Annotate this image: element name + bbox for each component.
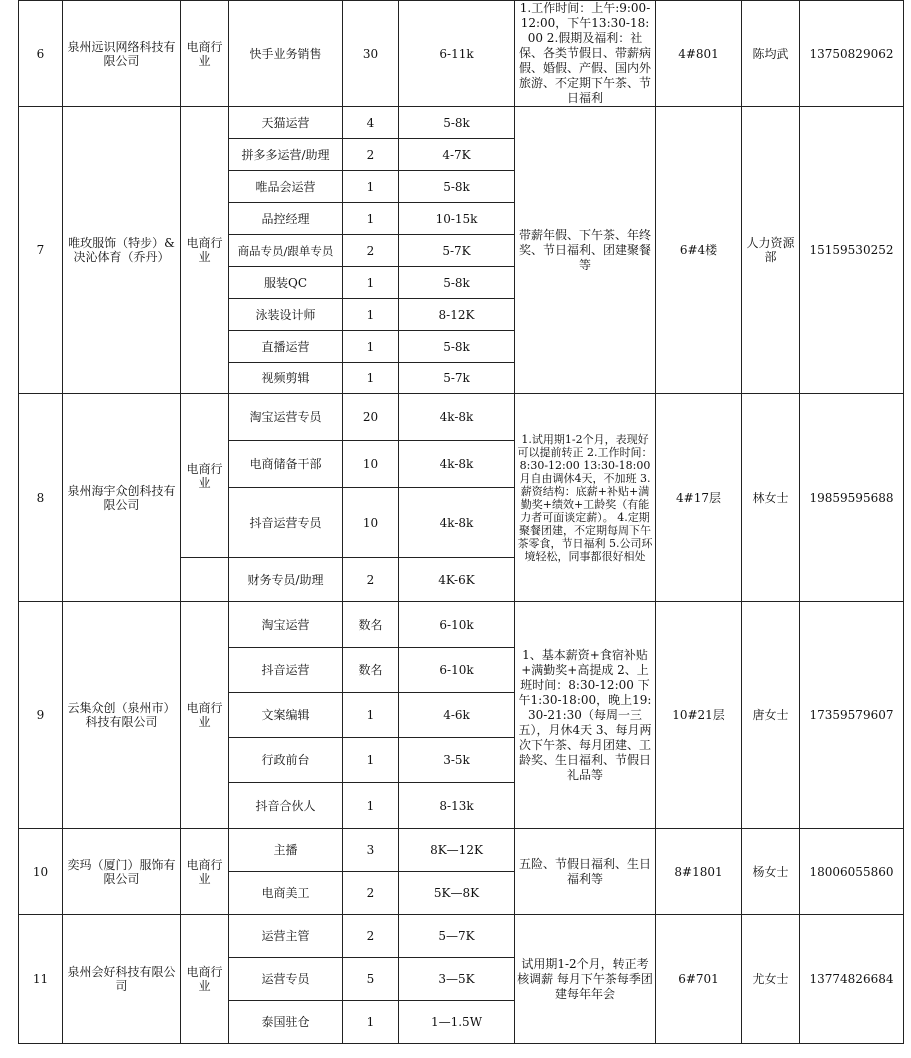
position-title: 视频剪辑 — [229, 363, 343, 394]
salary: 6-10k — [399, 602, 515, 648]
position-title: 唯品会运营 — [229, 171, 343, 203]
salary: 5-8k — [399, 331, 515, 363]
position-title: 淘宝运营 — [229, 602, 343, 648]
salary: 4k-8k — [399, 488, 515, 558]
position-title: 抖音运营专员 — [229, 488, 343, 558]
benefits: 1.工作时间：上午:9:00-12:00，下午13:30-18:00 2.假期及福利：社保、各类节假日、带薪病假、婚假、产假、国内外旅游、不定期下午茶、节日福利 — [515, 1, 656, 107]
headcount: 1 — [343, 171, 399, 203]
row-number: 7 — [19, 107, 63, 394]
row-number: 9 — [19, 602, 63, 829]
salary: 8-12K — [399, 299, 515, 331]
phone: 15159530252 — [800, 107, 904, 394]
salary: 6-11k — [399, 1, 515, 107]
address: 8#1801 — [656, 829, 742, 915]
salary: 5—7K — [399, 915, 515, 958]
benefits: 五险、节假日福利、生日福利等 — [515, 829, 656, 915]
salary: 8K—12K — [399, 829, 515, 872]
industry: 电商行业 — [181, 915, 229, 1044]
benefits: 试用期1-2个月，转正考核调薪 每月下午茶每季团建每年年会 — [515, 915, 656, 1044]
salary: 3-5k — [399, 738, 515, 783]
salary: 4-7K — [399, 139, 515, 171]
position-title: 电商美工 — [229, 872, 343, 915]
contact: 杨女士 — [742, 829, 800, 915]
headcount: 2 — [343, 558, 399, 602]
position-title: 运营专员 — [229, 958, 343, 1001]
job-listing-table — [18, 0, 904, 1044]
benefits: 带薪年假、下午茶、年终奖、节日福利、团建聚餐等 — [515, 107, 656, 394]
salary: 5-7K — [399, 235, 515, 267]
position-title: 天猫运营 — [229, 107, 343, 139]
phone: 13774826684 — [800, 915, 904, 1044]
row-number: 11 — [19, 915, 63, 1044]
address: 6#701 — [656, 915, 742, 1044]
table-row — [19, 602, 904, 648]
headcount: 20 — [343, 394, 399, 441]
position-title: 拼多多运营/助理 — [229, 139, 343, 171]
headcount: 4 — [343, 107, 399, 139]
row-number: 10 — [19, 829, 63, 915]
phone: 18006055860 — [800, 829, 904, 915]
row-number: 8 — [19, 394, 63, 602]
company-name: 泉州会好科技有限公司 — [63, 915, 181, 1044]
salary: 5-8k — [399, 171, 515, 203]
headcount: 1 — [343, 203, 399, 235]
headcount: 10 — [343, 488, 399, 558]
company-name: 唯玫服饰（特步）& 决沁体育（乔丹） — [63, 107, 181, 394]
address: 4#801 — [656, 1, 742, 107]
address: 4#17层 — [656, 394, 742, 602]
headcount: 1 — [343, 783, 399, 829]
table-row — [19, 107, 904, 139]
salary: 3—5K — [399, 958, 515, 1001]
position-title: 直播运营 — [229, 331, 343, 363]
position-title: 主播 — [229, 829, 343, 872]
position-title: 泳装设计师 — [229, 299, 343, 331]
headcount: 2 — [343, 139, 399, 171]
company-name: 泉州远识网络科技有限公司 — [63, 1, 181, 107]
salary: 4K-6K — [399, 558, 515, 602]
contact: 尤女士 — [742, 915, 800, 1044]
company-name: 奕玛（厦门）服饰有限公司 — [63, 829, 181, 915]
headcount: 10 — [343, 441, 399, 488]
phone: 17359579607 — [800, 602, 904, 829]
headcount: 1 — [343, 267, 399, 299]
benefits: 1、基本薪资+食宿补贴+满勤奖+高提成 2、上班时间：8:30-12:00 下午1:30-18:00，晚上19:30-21:30（每周一三五），月休4天 3、每月两次下午茶、每月团建、工龄奖、生日福利、节假日礼品等 — [515, 602, 656, 829]
position-title: 财务专员/助理 — [229, 558, 343, 602]
industry: 电商行业 — [181, 829, 229, 915]
headcount: 5 — [343, 958, 399, 1001]
company-name: 云集众创（泉州市）科技有限公司 — [63, 602, 181, 829]
position-title: 商品专员/跟单专员 — [229, 235, 343, 267]
contact: 林女士 — [742, 394, 800, 602]
salary: 4-6k — [399, 693, 515, 738]
headcount: 30 — [343, 1, 399, 107]
salary: 4k-8k — [399, 441, 515, 488]
address: 6#4楼 — [656, 107, 742, 394]
headcount: 2 — [343, 915, 399, 958]
address: 10#21层 — [656, 602, 742, 829]
headcount: 1 — [343, 1001, 399, 1044]
contact: 陈均武 — [742, 1, 800, 107]
headcount: 2 — [343, 872, 399, 915]
industry: 电商行业 — [181, 394, 229, 558]
row-number: 6 — [19, 1, 63, 107]
position-title: 运营主管 — [229, 915, 343, 958]
industry: 电商行业 — [181, 1, 229, 107]
industry: 电商行业 — [181, 107, 229, 394]
phone: 19859595688 — [800, 394, 904, 602]
phone: 13750829062 — [800, 1, 904, 107]
position-title: 服装QC — [229, 267, 343, 299]
contact: 唐女士 — [742, 602, 800, 829]
salary: 5-8k — [399, 107, 515, 139]
position-title: 淘宝运营专员 — [229, 394, 343, 441]
position-title: 品控经理 — [229, 203, 343, 235]
salary: 4k-8k — [399, 394, 515, 441]
position-title: 电商储备干部 — [229, 441, 343, 488]
table-row — [19, 394, 904, 441]
salary: 5-8k — [399, 267, 515, 299]
headcount: 1 — [343, 299, 399, 331]
headcount: 3 — [343, 829, 399, 872]
headcount: 数名 — [343, 648, 399, 693]
table-row — [19, 1, 904, 107]
position-title: 抖音运营 — [229, 648, 343, 693]
position-title: 快手业务销售 — [229, 1, 343, 107]
position-title: 行政前台 — [229, 738, 343, 783]
industry: 电商行业 — [181, 602, 229, 829]
headcount: 1 — [343, 363, 399, 394]
headcount: 1 — [343, 693, 399, 738]
company-name: 泉州海宇众创科技有限公司 — [63, 394, 181, 602]
table-row — [19, 829, 904, 872]
benefits: 1.试用期1-2个月，表现好可以提前转正 2.工作时间：8:30-12:00 13:30-18:00 月自由调休4天，不加班 3.薪资结构：底薪+补贴+满勤奖+绩效+工龄奖（有能力者可面谈定薪）。 4.定期聚餐团建，不定期每周下午茶零食，节日福利 5.公司环境轻松，同事都很好相处 — [515, 394, 656, 602]
industry-empty — [181, 558, 229, 602]
headcount: 1 — [343, 738, 399, 783]
contact: 人力资源部 — [742, 107, 800, 394]
headcount: 2 — [343, 235, 399, 267]
headcount: 1 — [343, 331, 399, 363]
position-title: 泰国驻仓 — [229, 1001, 343, 1044]
position-title: 文案编辑 — [229, 693, 343, 738]
salary: 8-13k — [399, 783, 515, 829]
table-row — [19, 915, 904, 958]
salary: 6-10k — [399, 648, 515, 693]
salary: 5-7k — [399, 363, 515, 394]
position-title: 抖音合伙人 — [229, 783, 343, 829]
salary: 1—1.5W — [399, 1001, 515, 1044]
headcount: 数名 — [343, 602, 399, 648]
salary: 10-15k — [399, 203, 515, 235]
salary: 5K—8K — [399, 872, 515, 915]
